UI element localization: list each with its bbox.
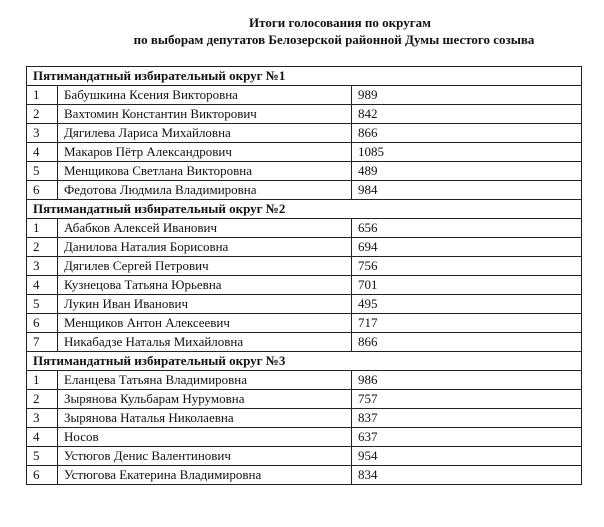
candidate-name: Данилова Наталия Борисовна bbox=[58, 238, 352, 257]
vote-count: 694 bbox=[352, 238, 582, 257]
candidate-number: 5 bbox=[27, 295, 58, 314]
table-row bbox=[27, 219, 582, 238]
candidate-name: Устюгов Денис Валентинович bbox=[58, 447, 352, 466]
candidate-name: Носов bbox=[58, 428, 352, 447]
vote-count: 701 bbox=[352, 276, 582, 295]
table-row bbox=[27, 333, 582, 352]
results-table-body bbox=[27, 67, 582, 485]
document-title: Итоги голосования по округам bbox=[249, 15, 431, 30]
candidate-number: 5 bbox=[27, 162, 58, 181]
vote-count: 834 bbox=[352, 466, 582, 485]
results-table bbox=[26, 66, 582, 485]
candidate-number: 2 bbox=[27, 238, 58, 257]
candidate-number: 6 bbox=[27, 181, 58, 200]
table-row bbox=[27, 295, 582, 314]
table-row bbox=[27, 314, 582, 333]
vote-count: 489 bbox=[352, 162, 582, 181]
candidate-name: Федотова Людмила Владимировна bbox=[58, 181, 352, 200]
candidate-number: 5 bbox=[27, 447, 58, 466]
district-header-row bbox=[27, 352, 582, 371]
candidate-name: Абабков Алексей Иванович bbox=[58, 219, 352, 238]
vote-count: 637 bbox=[352, 428, 582, 447]
vote-count: 984 bbox=[352, 181, 582, 200]
vote-count: 842 bbox=[352, 105, 582, 124]
table-row bbox=[27, 181, 582, 200]
candidate-name: Зырянова Кульбарам Нурумовна bbox=[58, 390, 352, 409]
vote-count: 656 bbox=[352, 219, 582, 238]
vote-count: 989 bbox=[352, 86, 582, 105]
vote-count: 756 bbox=[352, 257, 582, 276]
document-subtitle: по выборам депутатов Белозерской районной Думы шестого созыва bbox=[133, 32, 535, 47]
candidate-number: 2 bbox=[27, 390, 58, 409]
candidate-number: 2 bbox=[27, 105, 58, 124]
vote-count: 866 bbox=[352, 124, 582, 143]
candidate-name: Дягилева Лариса Михайловна bbox=[58, 124, 352, 143]
candidate-number: 6 bbox=[27, 466, 58, 485]
candidate-name: Устюгова Екатерина Владимировна bbox=[58, 466, 352, 485]
table-row bbox=[27, 143, 582, 162]
district-header: Пятимандатный избирательный округ №1 bbox=[27, 67, 582, 86]
candidate-number: 1 bbox=[27, 371, 58, 390]
candidate-number: 7 bbox=[27, 333, 58, 352]
district-header: Пятимандатный избирательный округ №3 bbox=[27, 352, 582, 371]
candidate-number: 3 bbox=[27, 257, 58, 276]
vote-count: 757 bbox=[352, 390, 582, 409]
candidate-name: Зырянова Наталья Николаевна bbox=[58, 409, 352, 428]
candidate-number: 4 bbox=[27, 428, 58, 447]
candidate-number: 1 bbox=[27, 219, 58, 238]
table-row bbox=[27, 238, 582, 257]
district-header-row bbox=[27, 67, 582, 86]
table-row bbox=[27, 257, 582, 276]
table-row bbox=[27, 409, 582, 428]
table-row bbox=[27, 428, 582, 447]
candidate-number: 4 bbox=[27, 276, 58, 295]
table-row bbox=[27, 276, 582, 295]
candidate-number: 3 bbox=[27, 124, 58, 143]
candidate-number: 3 bbox=[27, 409, 58, 428]
vote-count: 866 bbox=[352, 333, 582, 352]
table-row bbox=[27, 105, 582, 124]
candidate-name: Менщикова Светлана Викторовна bbox=[58, 162, 352, 181]
vote-count: 717 bbox=[352, 314, 582, 333]
table-row bbox=[27, 162, 582, 181]
table-row bbox=[27, 86, 582, 105]
candidate-number: 6 bbox=[27, 314, 58, 333]
district-header: Пятимандатный избирательный округ №2 bbox=[27, 200, 582, 219]
table-row bbox=[27, 124, 582, 143]
vote-count: 837 bbox=[352, 409, 582, 428]
candidate-number: 4 bbox=[27, 143, 58, 162]
candidate-name: Еланцева Татьяна Владимировна bbox=[58, 371, 352, 390]
candidate-name: Вахтомин Константин Викторович bbox=[58, 105, 352, 124]
candidate-name: Бабушкина Ксения Викторовна bbox=[58, 86, 352, 105]
vote-count: 1085 bbox=[352, 143, 582, 162]
vote-count: 495 bbox=[352, 295, 582, 314]
candidate-name: Лукин Иван Иванович bbox=[58, 295, 352, 314]
candidate-name: Дягилев Сергей Петрович bbox=[58, 257, 352, 276]
district-header-row bbox=[27, 200, 582, 219]
candidate-name: Менщиков Антон Алексеевич bbox=[58, 314, 352, 333]
table-row bbox=[27, 390, 582, 409]
table-row bbox=[27, 447, 582, 466]
candidate-name: Макаров Пётр Александрович bbox=[58, 143, 352, 162]
vote-count: 954 bbox=[352, 447, 582, 466]
table-row bbox=[27, 371, 582, 390]
candidate-name: Кузнецова Татьяна Юрьевна bbox=[58, 276, 352, 295]
table-row bbox=[27, 466, 582, 485]
candidate-number: 1 bbox=[27, 86, 58, 105]
candidate-name: Никабадзе Наталья Михайловна bbox=[58, 333, 352, 352]
vote-count: 986 bbox=[352, 371, 582, 390]
